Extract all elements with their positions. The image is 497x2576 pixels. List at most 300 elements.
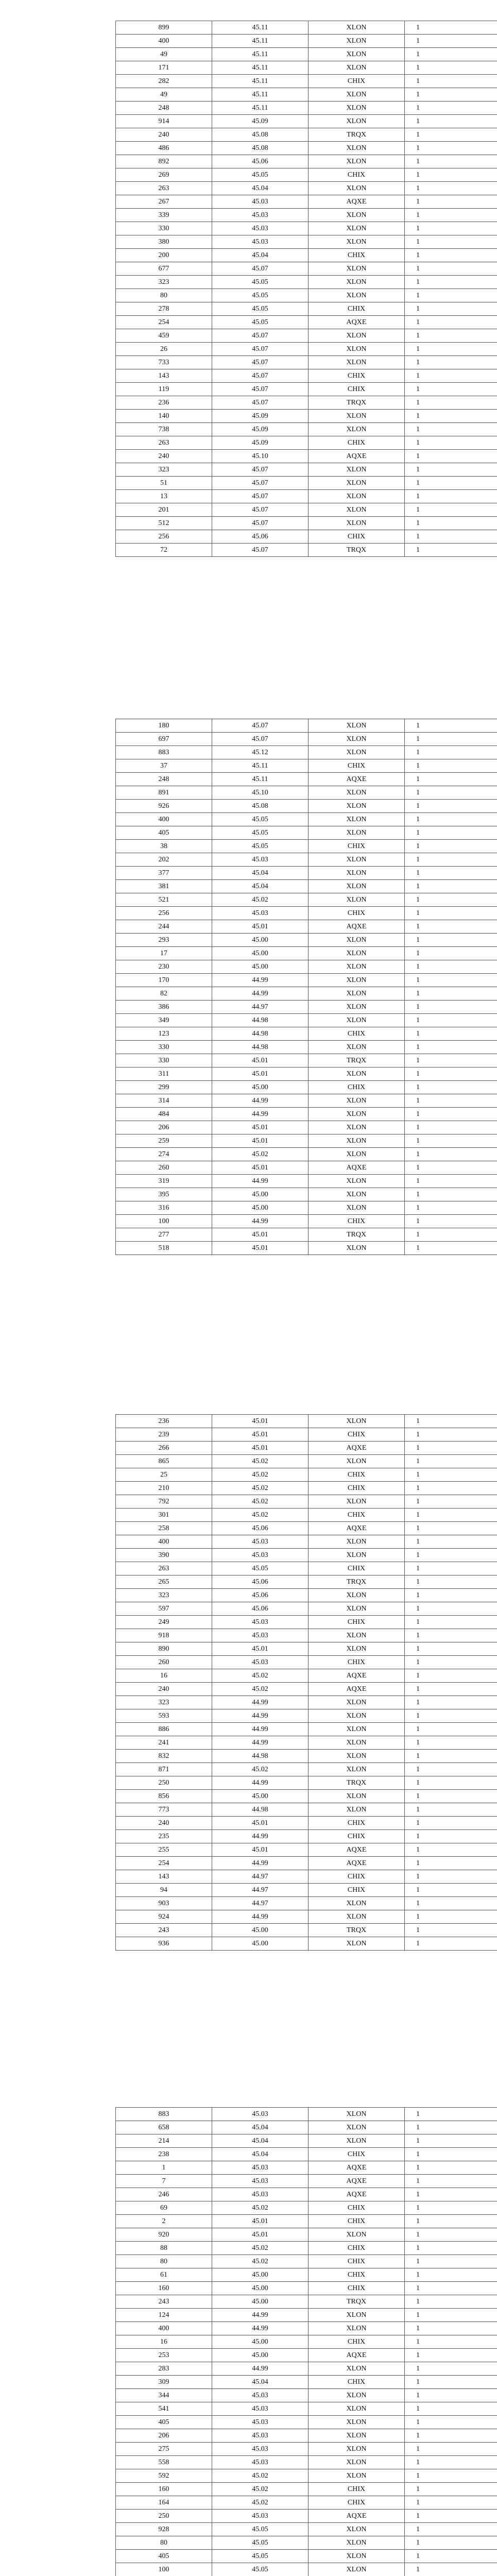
price-cell: 45.01 [212, 1442, 309, 1454]
table-row [116, 1656, 497, 1669]
qty-cell: 400 [116, 35, 212, 47]
table-row [116, 1081, 497, 1094]
next-cell: 1 [416, 2539, 420, 2547]
venue-cell: CHIX [309, 1468, 405, 1481]
price-cell: 44.98 [212, 1014, 309, 1027]
next-cell: 1 [416, 2526, 420, 2533]
table-row [116, 1857, 497, 1870]
table-row [116, 773, 497, 786]
qty-cell: 266 [116, 1442, 212, 1454]
price-cell: 45.02 [212, 1455, 309, 1468]
price-cell: 45.05 [212, 2523, 309, 2536]
table-row [116, 302, 497, 316]
venue-cell: XLON [309, 142, 405, 155]
qty-cell: 61 [116, 2268, 212, 2281]
venue-cell: XLON [309, 2322, 405, 2335]
price-cell: 45.03 [212, 2188, 309, 2201]
venue-cell: XLON [309, 813, 405, 826]
qty-cell: 597 [116, 1602, 212, 1615]
qty-cell: 390 [116, 1549, 212, 1562]
table-row [116, 813, 497, 826]
next-cell: 1 [416, 1618, 420, 1626]
next-cell: 1 [416, 1859, 420, 1867]
qty-cell: 319 [116, 1175, 212, 1188]
price-cell: 45.02 [212, 2496, 309, 2509]
venue-cell: CHIX [309, 2282, 405, 2295]
next-cell: 1 [416, 1819, 420, 1827]
table-row [116, 1696, 497, 1709]
qty-cell: 733 [116, 356, 212, 369]
qty-cell: 80 [116, 2255, 212, 2268]
price-cell: 45.04 [212, 867, 309, 879]
table-row [116, 2416, 497, 2429]
qty-cell: 243 [116, 1924, 212, 1937]
qty-cell: 49 [116, 48, 212, 61]
venue-cell: XLON [309, 61, 405, 74]
price-cell: 45.06 [212, 530, 309, 543]
table-row [116, 1642, 497, 1656]
next-cell: 1 [416, 2405, 420, 2413]
next-cell: 1 [416, 2164, 420, 2172]
next-cell: 1 [416, 802, 420, 810]
price-cell: 45.03 [212, 1656, 309, 1669]
qty-cell: 123 [116, 1027, 212, 1040]
venue-cell: XLON [309, 343, 405, 355]
table-row [116, 1616, 497, 1629]
table-row [116, 2309, 497, 2322]
venue-cell: CHIX [309, 1482, 405, 1495]
price-cell: 45.05 [212, 840, 309, 853]
table-row [116, 1041, 497, 1054]
qty-cell: 210 [116, 1482, 212, 1495]
qty-cell: 202 [116, 853, 212, 866]
qty-cell: 80 [116, 2536, 212, 2549]
price-cell: 45.00 [212, 934, 309, 946]
table-row [116, 1509, 497, 1522]
venue-cell: AQXE [309, 1161, 405, 1174]
venue-cell: AQXE [309, 773, 405, 786]
table-row [116, 88, 497, 101]
price-cell: 45.02 [212, 1468, 309, 1481]
qty-cell: 275 [116, 2443, 212, 2455]
qty-cell: 88 [116, 2242, 212, 2255]
qty-cell: 892 [116, 155, 212, 168]
next-cell: 1 [416, 1565, 420, 1572]
qty-cell: 160 [116, 2282, 212, 2295]
qty-cell: 269 [116, 168, 212, 181]
next-cell: 1 [416, 1083, 420, 1091]
next-cell: 1 [416, 1191, 420, 1198]
venue-cell: XLON [309, 35, 405, 47]
venue-cell: XLON [309, 1535, 405, 1548]
next-cell: 1 [416, 1792, 420, 1800]
table-row [116, 1549, 497, 1562]
qty-cell: 314 [116, 1094, 212, 1107]
venue-cell: AQXE [309, 2510, 405, 2522]
table-row [116, 1817, 497, 1830]
qty-cell: 924 [116, 1910, 212, 1923]
next-cell: 1 [416, 2204, 420, 2212]
next-cell: 1 [416, 426, 420, 433]
venue-cell: CHIX [309, 1884, 405, 1896]
price-cell: 45.03 [212, 2402, 309, 2415]
price-cell: 45.03 [212, 2389, 309, 2402]
next-cell: 1 [416, 1605, 420, 1613]
venue-cell: XLON [309, 2550, 405, 2563]
venue-cell: XLON [309, 1455, 405, 1468]
venue-cell: CHIX [309, 759, 405, 772]
venue-cell: CHIX [309, 2215, 405, 2228]
next-cell: 1 [416, 2338, 420, 2346]
next-cell: 1 [416, 131, 420, 139]
venue-cell: XLON [309, 88, 405, 101]
next-cell: 1 [416, 842, 420, 850]
venue-cell: CHIX [309, 840, 405, 853]
next-cell: 1 [416, 789, 420, 796]
price-cell: 44.97 [212, 1884, 309, 1896]
next-cell: 1 [416, 158, 420, 165]
qty-cell: 330 [116, 1041, 212, 1054]
table-row [116, 2295, 497, 2309]
next-cell: 1 [416, 1699, 420, 1706]
venue-cell: CHIX [309, 1562, 405, 1575]
next-cell: 1 [416, 1511, 420, 1519]
table-row [116, 530, 497, 544]
next-cell: 1 [416, 1578, 420, 1586]
price-cell: 45.01 [212, 2228, 309, 2241]
table-row [116, 75, 497, 88]
next-cell: 1 [416, 1645, 420, 1653]
qty-cell: 1 [116, 2161, 212, 2174]
table-row [116, 1522, 497, 1535]
venue-cell: XLON [309, 2402, 405, 2415]
price-cell: 45.05 [212, 168, 309, 181]
price-cell: 45.00 [212, 2268, 309, 2281]
venue-cell: CHIX [309, 1616, 405, 1629]
venue-cell: XLON [309, 2108, 405, 2121]
table-row [116, 2376, 497, 2389]
qty-cell: 263 [116, 1562, 212, 1575]
price-cell: 45.00 [212, 2295, 309, 2308]
next-cell: 1 [416, 278, 420, 286]
qty-cell: 249 [116, 1616, 212, 1629]
table-row [116, 35, 497, 48]
next-cell: 1 [416, 519, 420, 527]
venue-cell: CHIX [309, 436, 405, 449]
price-cell: 45.07 [212, 544, 309, 556]
venue-cell: CHIX [309, 1428, 405, 1441]
next-cell: 1 [416, 1471, 420, 1479]
venue-cell: XLON [309, 1897, 405, 1910]
table-row [116, 2362, 497, 2376]
qty-cell: 323 [116, 1696, 212, 1709]
venue-cell: XLON [309, 867, 405, 879]
table-row [116, 2429, 497, 2443]
price-cell: 45.04 [212, 2134, 309, 2147]
venue-cell: CHIX [309, 2255, 405, 2268]
venue-cell: XLON [309, 1094, 405, 1107]
venue-cell: CHIX [309, 1027, 405, 1040]
next-cell: 1 [416, 976, 420, 984]
qty-cell: 518 [116, 1242, 212, 1255]
qty-cell: 256 [116, 530, 212, 543]
qty-cell: 330 [116, 222, 212, 235]
qty-cell: 250 [116, 1776, 212, 1789]
venue-cell: TRQX [309, 2295, 405, 2308]
table-row [116, 1228, 497, 1242]
price-cell: 45.07 [212, 477, 309, 489]
venue-cell: XLON [309, 893, 405, 906]
table-row [116, 1763, 497, 1776]
venue-cell: XLON [309, 1629, 405, 1642]
table-row [116, 746, 497, 759]
qty-cell: 206 [116, 2429, 212, 2442]
venue-cell: XLON [309, 1750, 405, 1762]
next-cell: 1 [416, 950, 420, 957]
table-row [116, 947, 497, 960]
venue-cell: XLON [309, 21, 405, 34]
qty-cell: 180 [116, 719, 212, 732]
venue-cell: XLON [309, 115, 405, 128]
venue-cell: XLON [309, 746, 405, 759]
venue-cell: XLON [309, 2134, 405, 2147]
venue-cell: CHIX [309, 302, 405, 315]
venue-cell: XLON [309, 2456, 405, 2469]
table-row [116, 168, 497, 182]
table-row [116, 1910, 497, 1924]
table-row [116, 1067, 497, 1081]
price-cell: 45.04 [212, 2121, 309, 2134]
venue-cell: CHIX [309, 2496, 405, 2509]
table-row [116, 800, 497, 813]
qty-cell: 248 [116, 773, 212, 786]
price-cell: 45.01 [212, 1242, 309, 1255]
table-row [116, 2282, 497, 2295]
qty-cell: 259 [116, 1134, 212, 1147]
next-cell: 1 [416, 144, 420, 152]
price-cell: 44.97 [212, 1870, 309, 1883]
qty-cell: 486 [116, 142, 212, 155]
qty-cell: 254 [116, 316, 212, 329]
table-row [116, 517, 497, 530]
table-row [116, 759, 497, 773]
table-row [116, 1242, 497, 1255]
price-cell: 45.01 [212, 2215, 309, 2228]
qty-cell: 267 [116, 195, 212, 208]
next-cell: 1 [416, 1524, 420, 1532]
qty-cell: 282 [116, 75, 212, 88]
venue-cell: AQXE [309, 195, 405, 208]
venue-cell: TRQX [309, 128, 405, 141]
qty-cell: 248 [116, 101, 212, 114]
next-cell: 1 [416, 198, 420, 206]
price-cell: 45.03 [212, 853, 309, 866]
price-cell: 45.07 [212, 383, 309, 396]
next-cell: 1 [416, 1940, 420, 1947]
table-row [116, 1897, 497, 1910]
next-cell: 1 [416, 184, 420, 192]
next-cell: 1 [416, 2485, 420, 2493]
venue-cell: CHIX [309, 168, 405, 181]
qty-cell: 541 [116, 2402, 212, 2415]
next-cell: 1 [416, 1177, 420, 1185]
venue-cell: CHIX [309, 2148, 405, 2161]
venue-cell: XLON [309, 1910, 405, 1923]
qty-cell: 82 [116, 987, 212, 1000]
qty-cell: 263 [116, 182, 212, 195]
price-cell: 45.02 [212, 1495, 309, 1508]
qty-cell: 2 [116, 2215, 212, 2228]
table-row [116, 1014, 497, 1027]
venue-cell: XLON [309, 1589, 405, 1602]
table-row [116, 867, 497, 880]
next-cell: 1 [416, 749, 420, 756]
qty-cell: 256 [116, 907, 212, 920]
price-cell: 44.99 [212, 2362, 309, 2375]
venue-cell: XLON [309, 490, 405, 503]
next-cell: 1 [416, 816, 420, 823]
qty-cell: 260 [116, 1161, 212, 1174]
qty-cell: 51 [116, 477, 212, 489]
price-cell: 45.05 [212, 2563, 309, 2576]
trade-table-4 [115, 2107, 497, 2576]
trade-table-2 [115, 719, 497, 1255]
table-row [116, 2134, 497, 2148]
table-row [116, 1803, 497, 1817]
qty-cell: 512 [116, 517, 212, 530]
next-cell: 1 [416, 1137, 420, 1145]
qty-cell: 400 [116, 813, 212, 826]
price-cell: 44.99 [212, 1776, 309, 1789]
price-cell: 45.11 [212, 35, 309, 47]
venue-cell: XLON [309, 1188, 405, 1201]
trade-table-1 [115, 21, 497, 557]
price-cell: 44.99 [212, 2322, 309, 2335]
qty-cell: 349 [116, 1014, 212, 1027]
table-row [116, 61, 497, 75]
price-cell: 45.00 [212, 1081, 309, 1094]
price-cell: 44.98 [212, 1027, 309, 1040]
next-cell: 1 [416, 1097, 420, 1105]
venue-cell: XLON [309, 1242, 405, 1255]
qty-cell: 891 [116, 786, 212, 799]
qty-cell: 253 [116, 2349, 212, 2362]
table-row [116, 934, 497, 947]
table-row [116, 2228, 497, 2242]
price-cell: 45.05 [212, 276, 309, 289]
qty-cell: 593 [116, 1709, 212, 1722]
venue-cell: CHIX [309, 249, 405, 262]
table-row [116, 1736, 497, 1750]
next-cell: 1 [416, 856, 420, 863]
table-row [116, 2121, 497, 2134]
price-cell: 45.04 [212, 182, 309, 195]
next-cell: 1 [416, 211, 420, 219]
qty-cell: 143 [116, 369, 212, 382]
table-row [116, 1709, 497, 1723]
table-row [116, 2402, 497, 2416]
venue-cell: CHIX [309, 1509, 405, 1521]
next-cell: 1 [416, 2512, 420, 2520]
next-cell: 1 [416, 1124, 420, 1131]
qty-cell: 899 [116, 21, 212, 34]
next-cell: 1 [416, 1913, 420, 1921]
table-row [116, 2510, 497, 2523]
price-cell: 44.99 [212, 1723, 309, 1736]
venue-cell: XLON [309, 503, 405, 516]
qty-cell: 914 [116, 115, 212, 128]
next-cell: 1 [416, 37, 420, 45]
qty-cell: 400 [116, 1535, 212, 1548]
table-row [116, 1201, 497, 1215]
qty-cell: 405 [116, 2416, 212, 2429]
price-cell: 44.99 [212, 1215, 309, 1228]
table-row [116, 369, 497, 383]
qty-cell: 171 [116, 61, 212, 74]
table-row [116, 2536, 497, 2550]
price-cell: 44.98 [212, 1041, 309, 1054]
table-row [116, 1750, 497, 1763]
table-row [116, 1108, 497, 1121]
price-cell: 45.01 [212, 920, 309, 933]
price-cell: 45.07 [212, 490, 309, 503]
next-cell: 1 [416, 1498, 420, 1505]
price-cell: 45.03 [212, 195, 309, 208]
venue-cell: XLON [309, 235, 405, 248]
venue-cell: XLON [309, 2469, 405, 2482]
venue-cell: XLON [309, 2443, 405, 2455]
next-cell: 1 [416, 1444, 420, 1452]
venue-cell: TRQX [309, 1054, 405, 1067]
table-row [116, 182, 497, 195]
table-row [116, 1001, 497, 1014]
venue-cell: XLON [309, 1790, 405, 1803]
qty-cell: 49 [116, 88, 212, 101]
next-cell: 1 [416, 909, 420, 917]
venue-cell: AQXE [309, 1522, 405, 1535]
table-row [116, 1723, 497, 1736]
price-cell: 45.02 [212, 893, 309, 906]
qty-cell: 558 [116, 2456, 212, 2469]
table-row [116, 2335, 497, 2349]
table-row [116, 1175, 497, 1188]
next-cell: 1 [416, 2284, 420, 2292]
price-cell: 45.00 [212, 960, 309, 973]
qty-cell: 160 [116, 2483, 212, 2496]
table-row [116, 2563, 497, 2576]
price-cell: 45.08 [212, 128, 309, 141]
qty-cell: 377 [116, 867, 212, 879]
price-cell: 45.07 [212, 343, 309, 355]
price-cell: 45.07 [212, 329, 309, 342]
price-cell: 45.05 [212, 289, 309, 302]
qty-cell: 339 [116, 209, 212, 222]
qty-cell: 214 [116, 2134, 212, 2147]
price-cell: 45.02 [212, 1669, 309, 1682]
price-cell: 45.02 [212, 2242, 309, 2255]
next-cell: 1 [416, 251, 420, 259]
table-row [116, 503, 497, 517]
table-row [116, 2268, 497, 2282]
next-cell: 1 [416, 2258, 420, 2265]
next-cell: 1 [416, 533, 420, 540]
venue-cell: AQXE [309, 2175, 405, 2188]
price-cell: 45.04 [212, 2376, 309, 2388]
qty-cell: 260 [116, 1656, 212, 1669]
table-row [116, 195, 497, 209]
qty-cell: 243 [116, 2295, 212, 2308]
venue-cell: XLON [309, 1937, 405, 1950]
